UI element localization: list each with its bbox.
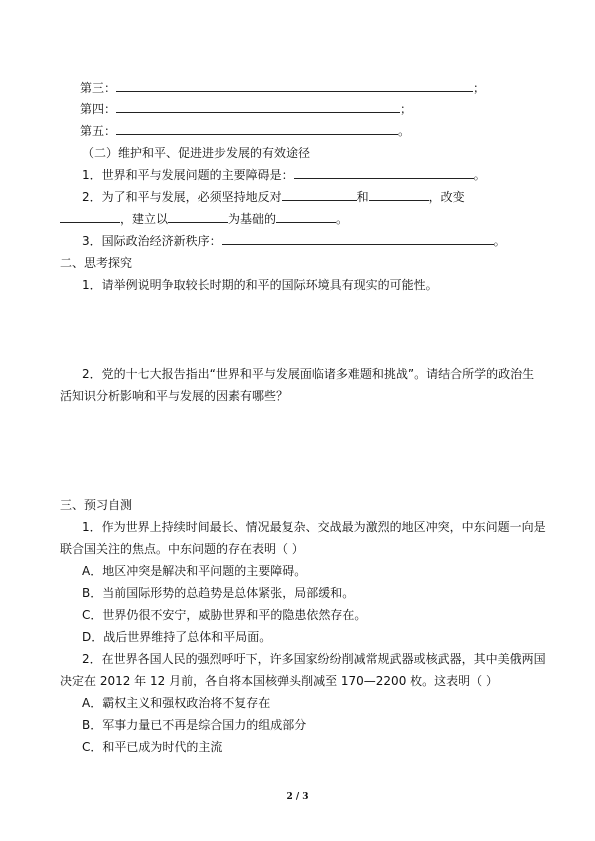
test-question-1-line1: 1．作为世界上持续时间最长、情况最复杂、交战最为激烈的地区冲突，中东问题一向是 <box>82 520 546 534</box>
page-number: 2 / 3 <box>286 792 309 802</box>
answer-blank[interactable] <box>116 80 473 92</box>
test-question-2-option-b: B．军事力量已不再是综合国力的组成部分 <box>82 718 307 732</box>
answer-blank[interactable] <box>168 211 228 223</box>
question-new-order <box>82 233 506 249</box>
answer-blank[interactable] <box>116 101 400 113</box>
inquiry-question-2-line1: 2．党的十七大报告指出“世界和平与发展面临诸多难题和挑战”。请结合所学的政治生 <box>82 367 535 381</box>
item-fifth-label: 第五： <box>80 124 117 138</box>
answer-blank[interactable] <box>369 189 429 201</box>
test-question-2-option-a: A．霸权主义和强权政治将不复存在 <box>82 696 271 710</box>
test-question-2-line2: 决定在 2012 年 12 月前，各自将本国核弹头削减至 170—2200 枚。这表明（ ） <box>60 674 498 688</box>
question-oppose-text-d: ，建立以 <box>120 212 169 226</box>
answer-blank[interactable] <box>294 167 474 179</box>
question-obstacle <box>82 167 486 183</box>
item-third-end: ； <box>473 81 486 95</box>
inquiry-question-2-line2: 活知识分析影响和平与发展的因素有哪些？ <box>60 389 289 403</box>
inquiry-question-1: 1．请举例说明争取较长时期的和平的国际环境具有现实的可能性。 <box>82 278 438 292</box>
item-fourth <box>80 101 412 117</box>
question-oppose-text-c: ，改变 <box>428 190 465 204</box>
question-new-order-text: 3．国际政治经济新秩序： <box>82 234 222 248</box>
answer-blank[interactable] <box>276 211 336 223</box>
item-fifth <box>80 123 410 139</box>
answer-blank[interactable] <box>282 189 357 201</box>
item-third <box>80 80 485 96</box>
item-fourth-end: ； <box>400 102 413 116</box>
test-question-2-line1: 2．在世界各国人民的强烈呼吁下，许多国家纷纷削减常规武器或核武器，其中美俄两国 <box>82 652 546 666</box>
section-title-self-test: 三、预习自测 <box>60 498 133 512</box>
answer-blank[interactable] <box>222 233 494 245</box>
item-third-label: 第三： <box>80 81 117 95</box>
question-oppose-text-a: 2．为了和平与发展，必须坚持地反对 <box>82 190 282 204</box>
test-question-1-line2: 联合国关注的焦点。中东问题的存在表明（ ） <box>60 542 304 556</box>
section-title-inquiry: 二、思考探究 <box>60 256 133 270</box>
subsection-title: （二）维护和平、促进进步发展的有效途径 <box>82 146 311 160</box>
test-question-1-option-a: A．地区冲突是解决和平问题的主要障碍。 <box>82 564 307 578</box>
question-oppose-text-e: 为基础的 <box>228 212 277 226</box>
item-fourth-label: 第四： <box>80 102 117 116</box>
question-obstacle-text: 1．世界和平与发展问题的主要障碍是： <box>82 168 294 182</box>
item-fifth-end: 。 <box>398 124 411 138</box>
answer-blank[interactable] <box>116 123 398 135</box>
question-obstacle-end: 。 <box>473 168 486 182</box>
answer-blank[interactable] <box>60 211 120 223</box>
question-oppose-line1 <box>82 189 465 205</box>
test-question-1-option-c: C．世界仍很不安宁，威胁世界和平的隐患依然存在。 <box>82 608 367 622</box>
question-oppose-line2 <box>60 211 348 227</box>
question-oppose-text-b: 和 <box>356 190 369 204</box>
question-new-order-end: 。 <box>493 234 506 248</box>
test-question-1-option-b: B．当前国际形势的总趋势是总体紧张，局部缓和。 <box>82 586 355 600</box>
test-question-2-option-c: C．和平已成为时代的主流 <box>82 740 223 754</box>
test-question-1-option-d: D．战后世界维持了总体和平局面。 <box>82 630 272 644</box>
question-oppose-text-f: 。 <box>336 212 349 226</box>
